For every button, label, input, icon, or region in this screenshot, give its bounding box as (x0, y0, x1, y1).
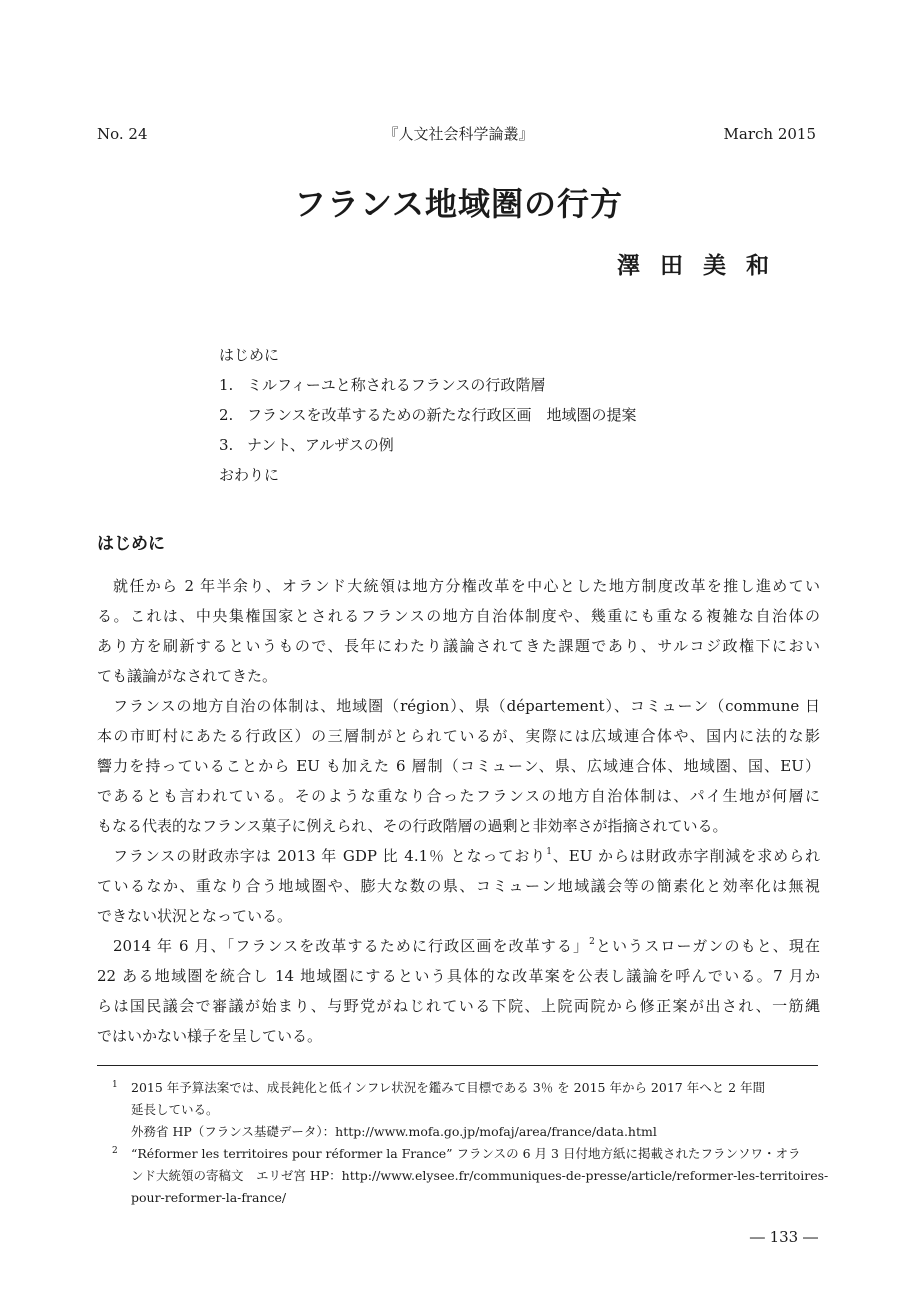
article-title: フランス地域圏の行方 (293, 185, 624, 223)
text-span: 、EU からは財政赤字削減を求められ (551, 847, 820, 865)
text-line: であるとも言われている。そのような重なり合ったフランスの地方自治体制は、パイ生地が何層に (97, 787, 820, 805)
toc-item (219, 460, 819, 490)
text-line: もなる代表的なフランス菓子に例えられ、その行政階層の過剰と非効率さが指摘されている。 (97, 817, 728, 835)
toc-item (219, 430, 819, 460)
toc-item-text: はじめに (219, 346, 280, 364)
toc-item-text: ナント、アルザスの例 (247, 436, 394, 454)
footnote-text: 2015 年予算法案では、成長鈍化と低インフレ状況を鑑みて目標である 3％ を 2015 年から 2017 年へと 2 年間 (131, 1080, 766, 1095)
toc-item-number: 3. (219, 436, 234, 454)
text-span: 2014 年 6 月、「フランスを改革するために行政区画を改革する」 (113, 937, 590, 955)
text-line: ではいかない様子を呈している。 (97, 1027, 323, 1045)
footnote-divider (97, 1065, 818, 1066)
text-line: フランスの地方自治の体制は、地域圏（région）、県（département）、コミューン（commune 日 (113, 697, 820, 715)
footnotes (97, 1077, 829, 1209)
toc-item (219, 370, 819, 400)
footnote-line (97, 1077, 820, 1099)
text-span: というスローガンのもと、現在 (594, 937, 821, 955)
text-line: 響力を持っていることから EU も加えた 6 層制（コミューン、県、広域連合体、地域圏、国、EU） (97, 757, 820, 775)
text-line: できない状況となっている。 (97, 907, 293, 925)
footnote-mark: 1 (112, 1080, 118, 1090)
footnote-ref[interactable]: 2 (589, 937, 595, 947)
text-line (97, 931, 820, 961)
text-line (97, 841, 820, 871)
toc-item-text: ミルフィーユと称されるフランスの行政階層 (247, 376, 546, 394)
toc-item-text: おわりに (219, 466, 280, 484)
text-line: 就任から 2 年半余り、オランド大統領は地方分権改革を中心とした地方制度改革を推し進めてい (113, 577, 820, 595)
text-line: る。これは、中央集権国家とされるフランスの地方自治体制度や、幾重にも重なる複雑な自治体の (97, 607, 820, 625)
text-line: ても議論がなされてきた。 (97, 667, 278, 685)
table-of-contents (219, 340, 819, 490)
page-number: ― 133 ― (749, 1228, 818, 1246)
section-heading: はじめに (97, 534, 165, 554)
text-line: らは国民議会で審議が始まり、与野党がねじれている下院、上院両院から修正案が出され、一筋縄 (97, 997, 820, 1015)
toc-item-text: フランスを改革するための新たな行政区画 地域圏の提案 (247, 406, 637, 424)
toc-item (219, 400, 819, 430)
text-span: フランスの財政赤字は 2013 年 GDP 比 4.1％ となっており (113, 847, 547, 865)
text-line: ているなか、重なり合う地域圏や、膨大な数の県、コミューン地域議会等の簡素化と効率化は無視 (97, 877, 820, 895)
footnote-text: “Réformer les territoires pour réformer la France” フランスの 6 月 3 日付地方紙に掲載されたフランソワ・オラ (131, 1146, 801, 1161)
toc-item (219, 340, 819, 370)
footnote-line[interactable]: 外務省 HP（フランス基礎データ）：http://www.mofa.go.jp/mofaj/area/france/data.html (131, 1124, 657, 1139)
article-author: 澤田美和 (617, 252, 789, 279)
issue-number: No. 24 (97, 125, 148, 143)
footnote-line (97, 1143, 820, 1165)
body-text (97, 571, 820, 1051)
footnote-line[interactable]: pour-reformer-la-france/ (131, 1190, 287, 1205)
toc-item-number: 1. (219, 376, 234, 394)
issue-date: March 2015 (723, 125, 816, 143)
journal-name: 『人文社会科学論叢』 (383, 125, 534, 143)
toc-item-number: 2. (219, 406, 234, 424)
footnote-line: 延長している。 (131, 1102, 219, 1117)
text-line: 本の市町村にあたる行政区）の三層制がとられているが、実際には広域連合体や、国内に法的な影 (97, 727, 820, 745)
footnote-mark: 2 (112, 1146, 118, 1156)
text-line: あり方を刷新するというもので、長年にわたり議論されてきた課題であり、サルコジ政権下におい (97, 637, 820, 655)
footnote-line[interactable]: ンド大統領の寄稿文 エリゼ宮 HP：http://www.elysee.fr/communiques-de-presse/article/reformer-les-territoires- (131, 1168, 829, 1183)
footnote-ref[interactable]: 1 (546, 847, 552, 857)
text-line: 22 ある地域圏を統合し 14 地域圏にするという具体的な改革案を公表し議論を呼んでいる。7 月か (97, 967, 820, 985)
